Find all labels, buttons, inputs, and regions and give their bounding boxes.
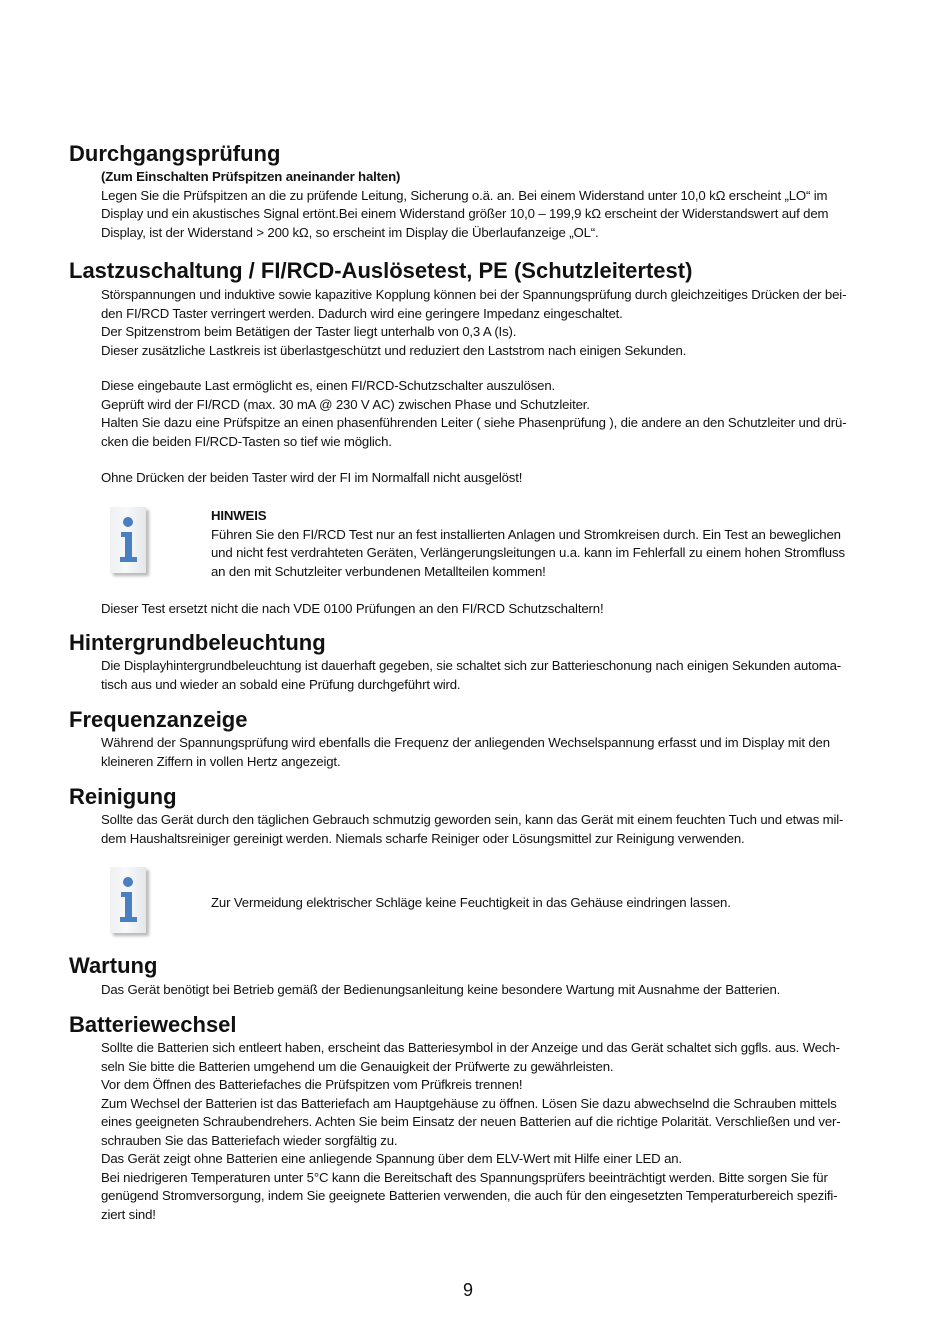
- paragraph-line: Zum Wechsel der Batterien ist das Batteriefach am Hauptgehäuse zu öffnen. Lösen Sie dazu abwechselnd die Schrauben mittels: [101, 1095, 837, 1111]
- section-batteriewechsel: [101, 1039, 867, 1224]
- paragraph-line: Geprüft wird der FI/RCD (max. 30 mA @ 230 V AC) zwischen Phase und Schutzleiter.: [101, 396, 590, 412]
- hinweis-note: [211, 507, 871, 581]
- paragraph-line: Legen Sie die Prüfspitzen an die zu prüfende Leitung, Sicherung o.ä. an. Bei einem Widerstand unter 10,0 kΩ erscheint „LO“ im: [101, 187, 828, 203]
- heading-durchgangspruefung: Durchgangsprüfung: [69, 141, 281, 166]
- paragraph-line: Störspannungen und induktive sowie kapazitive Kopplung können bei der Spannungsprüfung durch gleichzeitiges Drücken der bei-: [101, 287, 847, 302]
- section-lastzuschaltung-block4: [101, 600, 867, 619]
- section-durchgangspruefung: [101, 168, 867, 242]
- heading-batteriewechsel: Batteriewechsel: [69, 1012, 237, 1037]
- paragraph-line: Das Gerät benötigt bei Betrieb gemäß der Bedienungsanleitung keine besondere Wartung mit Ausnahme der Batterien.: [101, 982, 781, 997]
- heading-reinigung: Reinigung: [69, 784, 177, 809]
- heading-hintergrundbeleuchtung: Hintergrundbeleuchtung: [69, 630, 326, 655]
- reinigung-note: [211, 894, 871, 913]
- paragraph-line: Display und ein akustisches Signal ertönt.Bei einem Widerstand größer 10,0 – 199,9 kΩ erscheint der Widerstandswert auf dem: [101, 206, 829, 221]
- paragraph-line: Display, ist der Widerstand > 200 kΩ, so erscheint im Display die Überlaufanzeige „OL“.: [101, 224, 599, 240]
- section-lastzuschaltung-block2: [101, 377, 867, 451]
- hinweis-title: HINWEIS: [211, 508, 267, 523]
- paragraph-line: Der Spitzenstrom beim Betätigen der Taster liegt unterhalb von 0,3 A (Is).: [101, 324, 517, 339]
- paragraph-line: Das Gerät zeigt ohne Batterien eine anliegende Spannung über dem ELV-Wert mit Hilfe einer LED an.: [101, 1151, 682, 1166]
- paragraph-line: dem Haushaltsreiniger gereinigt werden. Niemals scharfe Reiniger oder Lösungsmittel zur Reinigung verwenden.: [101, 830, 745, 846]
- paragraph-line: Sollte die Batterien sich entleert haben, erscheint das Batteriesymbol in der Anzeige und das Gerät schaltet sich ggfls. aus. Wech-: [101, 1040, 840, 1055]
- paragraph-line: Die Displayhintergrundbeleuchtung ist dauerhaft gegeben, sie schaltet sich zur Batterieschonung nach einigen Sekunden automa-: [101, 658, 842, 673]
- section-hintergrundbeleuchtung: [101, 657, 867, 694]
- paragraph-line: Während der Spannungsprüfung wird ebenfalls die Frequenz der anliegenden Wechselspannung erfasst und im Display mit den: [101, 735, 830, 750]
- page-number: 9: [462, 1280, 473, 1300]
- paragraph-line: genügend Stromversorgung, indem Sie geeignete Batterien verwenden, die auch für den eingesetzten Temperaturbereich spezifi-: [101, 1188, 838, 1203]
- info-glyph-icon: [110, 507, 146, 573]
- paragraph-line: Sollte das Gerät durch den täglichen Gebrauch schmutzig geworden sein, kann das Gerät mit einem feuchten Tuch und etwas mil-: [101, 812, 844, 827]
- section-lastzuschaltung-block3: [101, 469, 867, 488]
- paragraph-line: Führen Sie den FI/RCD Test nur an fest installierten Anlagen und Stromkreisen durch. Ein Test an beweglichen: [211, 526, 841, 542]
- subheading-einschalten: (Zum Einschalten Prüfspitzen aneinander halten): [101, 169, 401, 184]
- paragraph-line: cken die beiden FI/RCD-Tasten so tief wie möglich.: [101, 433, 392, 449]
- paragraph-line: Halten Sie dazu eine Prüfspitze an einen phasenführenden Leiter ( siehe Phasenprüfung ), die andere an den Schutzleiter und drü-: [101, 415, 847, 430]
- paragraph-line: Bei niedrigeren Temperaturen unter 5°C kann die Bereitschaft des Spannungsprüfers beeinträchtigt werden. Bitte sorgen Sie für: [101, 1169, 828, 1185]
- section-lastzuschaltung-block1: [101, 286, 867, 360]
- paragraph-line: eines geeigneten Schraubendrehers. Achten Sie beim Einsatz der neuen Batterien auf die richtige Polarität. Verschließen und ver-: [101, 1114, 841, 1129]
- heading-frequenzanzeige: Frequenzanzeige: [69, 707, 248, 732]
- heading-wartung: Wartung: [69, 953, 158, 978]
- heading-lastzuschaltung: Lastzuschaltung / FI/RCD-Auslösetest, PE (Schutzleitertest): [69, 258, 693, 283]
- paragraph-line: Dieser Test ersetzt nicht die nach VDE 0100 Prüfungen an den FI/RCD Schutzschaltern!: [101, 601, 604, 616]
- paragraph-line: tisch aus und wieder an sobald eine Prüfung durchgeführt wird.: [101, 676, 461, 692]
- paragraph-line: Ohne Drücken der beiden Taster wird der FI im Normalfall nicht ausgelöst!: [101, 470, 523, 485]
- paragraph-line: ziert sind!: [101, 1206, 156, 1222]
- section-wartung: [101, 981, 867, 1000]
- section-frequenzanzeige: [101, 734, 867, 771]
- paragraph-line: schrauben Sie das Batteriefach wieder sorgfältig zu.: [101, 1132, 398, 1148]
- paragraph-line: Vor dem Öffnen des Batteriefaches die Prüfspitzen vom Prüfkreis trennen!: [101, 1077, 523, 1092]
- info-icon: [110, 507, 146, 573]
- paragraph-line: und nicht fest verdrahteten Geräten, Verlängerungsleitungen u.a. kann im Fehlerfall zu einem hohen Stromfluss: [211, 545, 845, 560]
- section-reinigung: [101, 811, 867, 848]
- paragraph-line: an den mit Schutzleiter verbundenen Metallteilen kommen!: [211, 563, 546, 579]
- paragraph-line: Zur Vermeidung elektrischer Schläge keine Feuchtigkeit in das Gehäuse eindringen lassen.: [211, 895, 731, 910]
- info-glyph-icon: [110, 867, 146, 933]
- paragraph-line: Dieser zusätzliche Lastkreis ist überlastgeschützt und reduziert den Laststrom nach einigen Sekunden.: [101, 342, 687, 358]
- paragraph-line: den FI/RCD Taster verringert werden. Dadurch wird eine geringere Impedanz eingeschaltet.: [101, 305, 623, 321]
- paragraph-line: seln Sie bitte die Batterien umgehend um die Genauigkeit der Prüfwerte zu gewährleisten.: [101, 1058, 614, 1074]
- paragraph-line: kleineren Ziffern in vollen Hertz angezeigt.: [101, 753, 341, 769]
- paragraph-line: Diese eingebaute Last ermöglicht es, einen FI/RCD-Schutzschalter auszulösen.: [101, 378, 556, 393]
- info-icon: [110, 867, 146, 933]
